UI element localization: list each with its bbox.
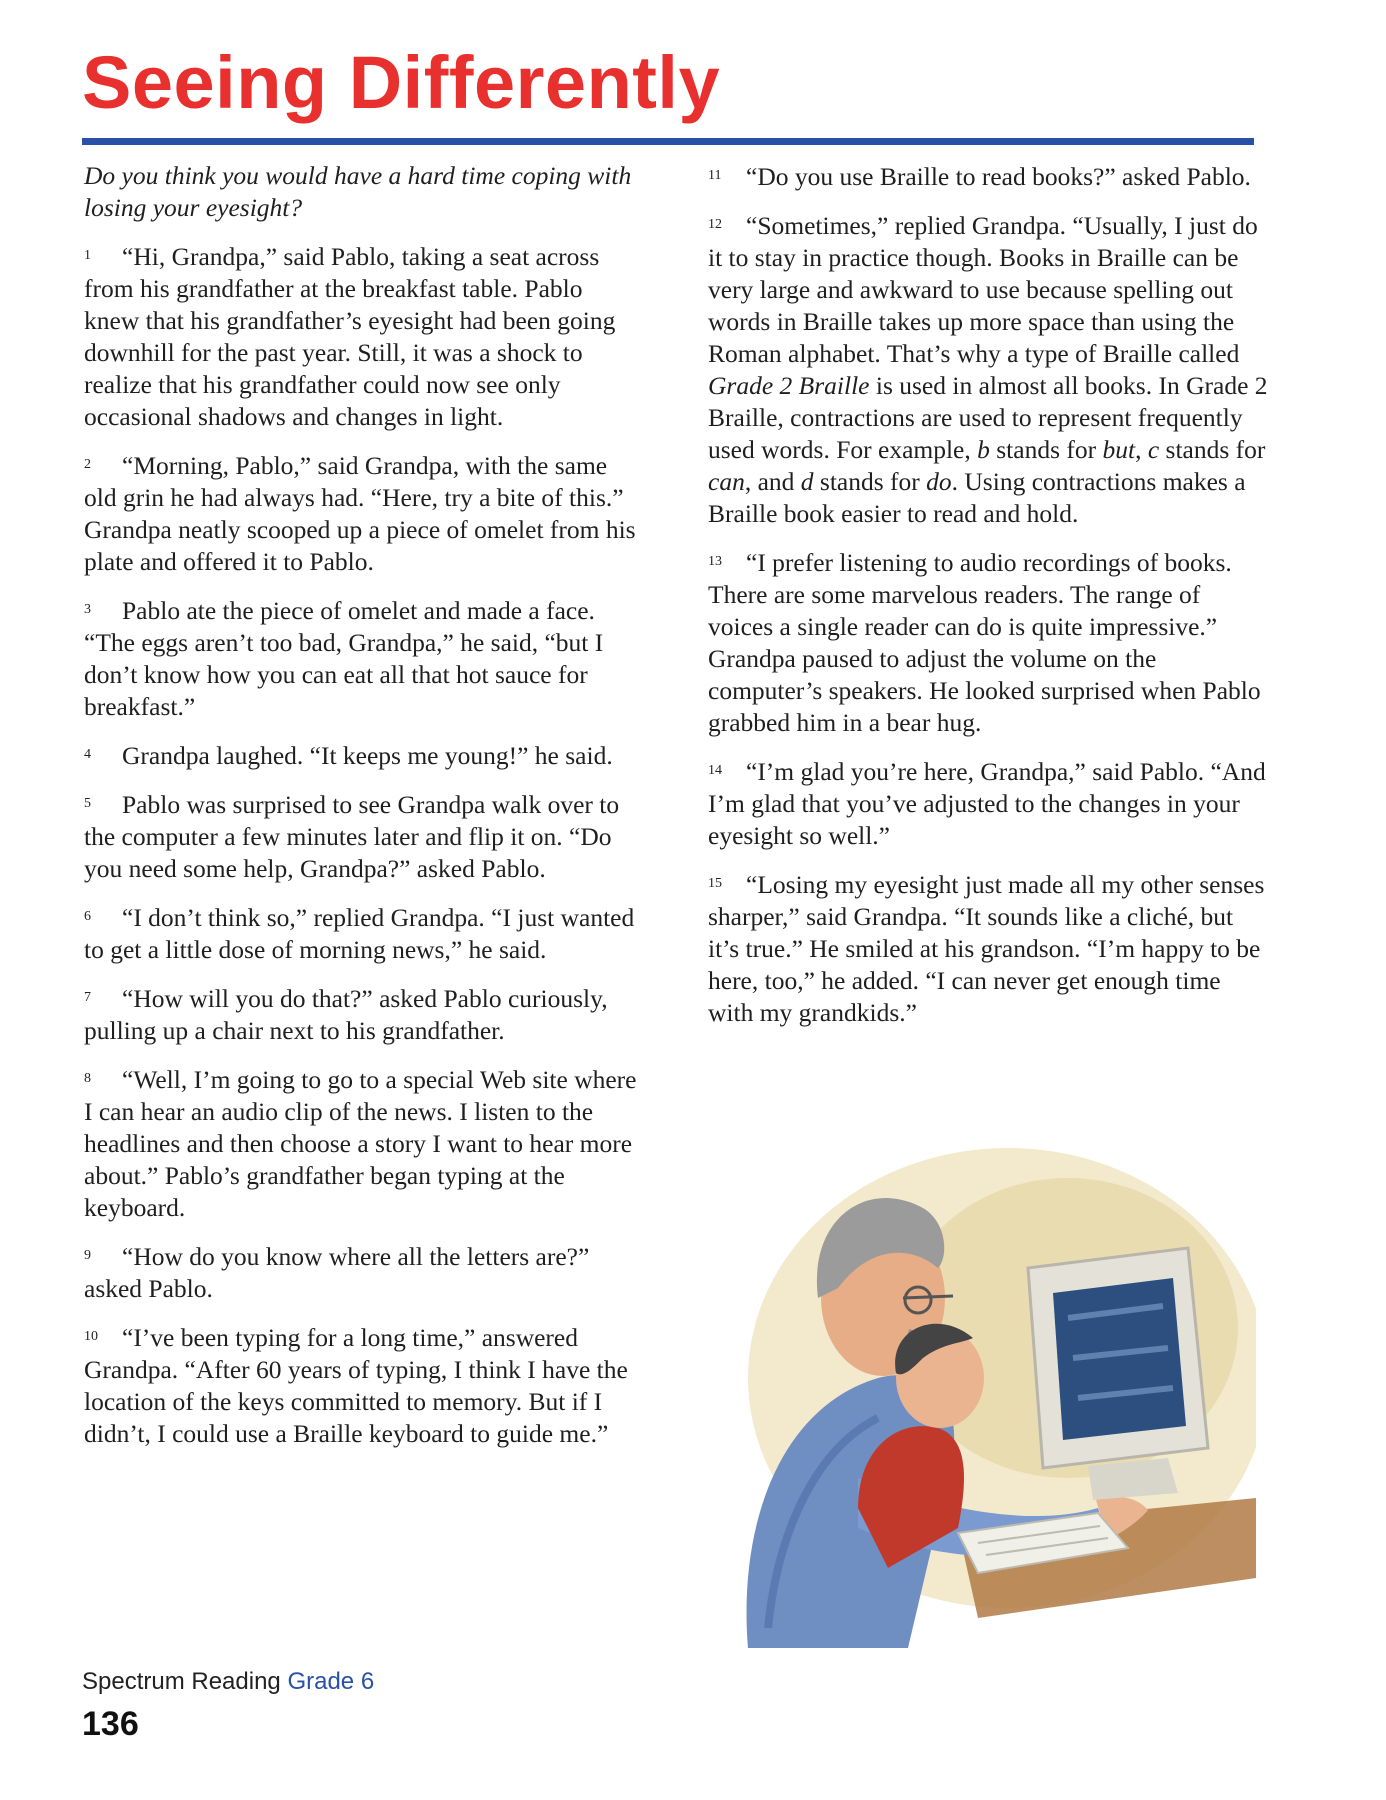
footer-series: [82, 1668, 374, 1696]
paragraph-number: 13: [708, 554, 722, 569]
paragraph-text: “I don’t think so,” replied Grandpa. “I just wanted to get a little dose of morning news,” he said.: [84, 903, 635, 964]
page-number: 136: [82, 1705, 139, 1743]
paragraph-number: 1: [84, 248, 91, 263]
italic-term: but: [1102, 435, 1136, 464]
paragraph-5: [84, 788, 644, 885]
paragraph-text: “Do you use Braille to read books?” asked Pablo.: [746, 162, 1251, 191]
paragraph-7: [84, 982, 644, 1047]
grade-label: Grade 6: [287, 1668, 375, 1695]
page-title: Seeing Differently: [82, 41, 721, 124]
paragraph-number: 11: [708, 168, 722, 183]
paragraph-text: “Hi, Grandpa,” said Pablo, taking a seat across from his grandfather at the breakfast table. Pablo knew that his grandfather’s eyesight had been going downhill for the past year. Still, it was a shock to realize that his grandfather could now see only occasional shadows and changes in light.: [84, 242, 616, 431]
title-divider: [82, 138, 1254, 145]
paragraph-number: 9: [84, 1248, 91, 1263]
paragraph-number: 4: [84, 747, 91, 762]
paragraph-text: Pablo ate the piece of omelet and made a face. “The eggs aren’t too bad, Grandpa,” he said, “but I don’t know how you can eat all that hot sauce for breakfast.”: [84, 596, 604, 721]
paragraph-number: 8: [84, 1071, 91, 1086]
paragraph-number: 14: [708, 763, 722, 778]
italic-term: can: [708, 467, 745, 496]
text-run: , and: [744, 467, 801, 496]
paragraph-1: [84, 240, 644, 433]
paragraph-15: [708, 868, 1268, 1029]
paragraph-text: “I prefer listening to audio recordings of books. There are some marvelous readers. The range of voices a single reader can do is quite impressive.” Grandpa paused to adjust the volume on the computer’s speakers. He looked surprised when Pablo grabbed him in a bear hug.: [708, 548, 1261, 737]
paragraph-text: Grandpa laughed. “It keeps me young!” he said.: [122, 741, 613, 770]
paragraph-number: 2: [84, 457, 91, 472]
paragraph-2: [84, 449, 644, 578]
left-column: [84, 160, 644, 1466]
paragraph-number: 10: [84, 1329, 98, 1344]
paragraph-text: “I’ve been typing for a long time,” answered Grandpa. “After 60 years of typing, I think I have the location of the keys committed to memory. But if I didn’t, I could use a Braille keyboard to guide me.”: [84, 1323, 628, 1448]
text-run: . Using contractions makes a Braille book easier to read and hold.: [708, 467, 1246, 528]
paragraph-text: “I’m glad you’re here, Grandpa,” said Pablo. “And I’m glad that you’ve adjusted to the changes in your eyesight so well.”: [708, 757, 1266, 850]
text-run: “Sometimes,” replied Grandpa. “Usually, I just do it to stay in practice though. Books in Braille can be very large and awkward to use because spelling out words in Braille takes up more space than using the Roman alphabet. That’s why a type of Braille called: [708, 211, 1258, 368]
paragraph-4: [84, 739, 644, 772]
italic-term: Grade 2 Braille: [708, 371, 870, 400]
paragraph-11: [708, 160, 1268, 193]
paragraph-number: 12: [708, 217, 722, 232]
paragraph-3: [84, 594, 644, 723]
series-name: Spectrum Reading: [82, 1668, 281, 1695]
paragraph-number: 15: [708, 876, 722, 891]
paragraph-13: [708, 546, 1268, 739]
text-run: ,: [1135, 435, 1148, 464]
italic-term: do: [926, 467, 952, 496]
paragraph-text: Pablo was surprised to see Grandpa walk over to the computer a few minutes later and flip it on. “Do you need some help, Grandpa?” asked Pablo.: [84, 790, 620, 883]
illustration-grandpa-and-pablo-at-computer: [708, 1148, 1256, 1648]
paragraph-number: 5: [84, 796, 91, 811]
paragraph-text: “Losing my eyesight just made all my other senses sharper,” said Grandpa. “It sounds like a cliché, but it’s true.” He smiled at his grandson. “I’m happy to be here, too,” he added. “I can never get enough time with my grandkids.”: [708, 870, 1265, 1027]
italic-term: c: [1147, 435, 1160, 464]
intro-question: Do you think you would have a hard time coping with losing your eyesight?: [84, 161, 632, 222]
italic-term: d: [800, 467, 814, 496]
paragraph-text: “How do you know where all the letters are?” asked Pablo.: [84, 1242, 590, 1303]
text-run: is used in almost all books. In Grade 2 Braille, contractions are used to represent frequently used words. For example,: [708, 371, 1268, 464]
paragraph-8: [84, 1063, 644, 1224]
paragraph-text: “How will you do that?” asked Pablo curiously, pulling up a chair next to his grandfather.: [84, 984, 608, 1045]
paragraph-14: [708, 755, 1268, 852]
paragraph-10: [84, 1321, 644, 1450]
paragraph-number: 6: [84, 909, 91, 924]
text-run: stands for: [813, 467, 927, 496]
paragraph-6: [84, 901, 644, 966]
paragraph-9: [84, 1240, 644, 1305]
paragraph-number: 3: [84, 602, 91, 617]
paragraph-text: [708, 211, 1268, 528]
italic-term: b: [977, 435, 990, 464]
text-run: stands for: [1159, 435, 1266, 464]
paragraph-text: “Morning, Pablo,” said Grandpa, with the same old grin he had always had. “Here, try a bite of this.” Grandpa neatly scooped up a piece of omelet from his plate and offered it to Pablo.: [84, 451, 636, 576]
text-run: stands for: [989, 435, 1103, 464]
paragraph-text: “Well, I’m going to go to a special Web site where I can hear an audio clip of the news. I listen to the headlines and then choose a story I want to hear more about.” Pablo’s grandfather began typing at the keyboard.: [84, 1065, 637, 1222]
paragraph-12: [708, 209, 1268, 530]
paragraph-number: 7: [84, 990, 91, 1005]
right-column: [708, 160, 1268, 1045]
